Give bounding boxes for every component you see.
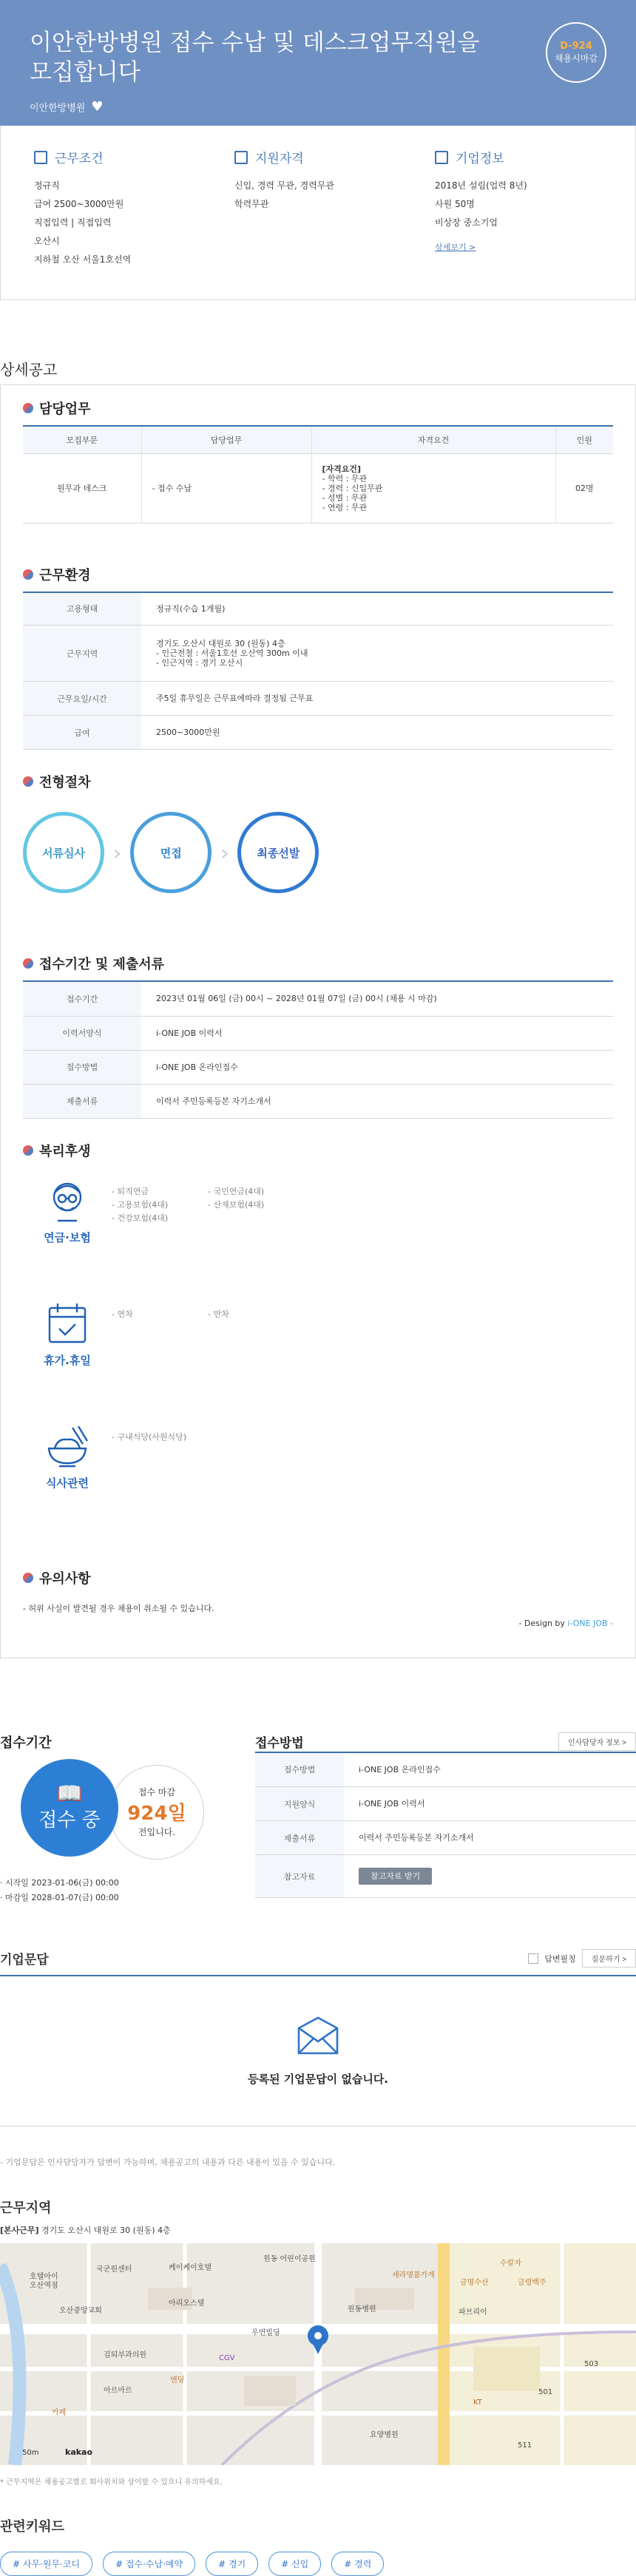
map-label: 호텔아이 — [30, 2272, 58, 2281]
answered-checkbox[interactable] — [528, 1953, 538, 1964]
map-label: 국군원센터 — [96, 2265, 132, 2274]
qual-education: 학력무관 — [234, 199, 269, 209]
dept-cell: 원무과 데스크 — [23, 453, 141, 523]
location-map[interactable] — [0, 2243, 636, 2465]
period-table — [23, 982, 613, 1119]
area-title: 근무지역 — [0, 2200, 52, 2216]
period-heading — [23, 954, 613, 982]
receive-method — [255, 1732, 636, 1917]
receive-status: 접수 중 — [38, 1809, 101, 1831]
welfare-item: - 퇴직연금 — [112, 1186, 149, 1196]
caution-text: - 허위 사실이 발견될 경우 채용이 취소될 수 있습니다. — [23, 1603, 214, 1613]
welfare-label: 식사관련 — [46, 1476, 89, 1490]
env-title: 근무환경 — [39, 567, 91, 583]
company-row — [30, 99, 606, 115]
qna-title: 기업문답 — [0, 1953, 49, 1967]
map-label: CGV — [219, 2353, 235, 2362]
period-key: 접수기간 — [23, 982, 141, 1016]
map-label: 카페 — [52, 2408, 67, 2417]
period-title: 접수기간 및 제출서류 — [39, 957, 165, 972]
caution-heading — [23, 1568, 613, 1595]
qna-empty-text: 등록된 기업문답이 없습니다. — [247, 2072, 389, 2086]
map-label: 원동 어린이공원 — [263, 2254, 316, 2263]
bullet-icon — [23, 403, 33, 413]
qualifications — [234, 148, 435, 299]
env-key: 급여 — [23, 716, 141, 750]
job-title: 이안한방병원 접수 수납 및 데스크업무직원을 모집합니다 — [30, 30, 480, 86]
map-label: 원동병원 — [348, 2305, 376, 2314]
end-date: · 마감일 2028-01-07(금) 00:00 — [0, 1892, 119, 1902]
duty-table — [23, 427, 613, 523]
table-row — [23, 453, 613, 523]
welfare-item: - 반차 — [208, 1309, 229, 1319]
welfare-heading — [23, 1141, 613, 1167]
work-type: 정규직 — [34, 180, 60, 191]
work-location: 오산시 — [34, 236, 60, 246]
person-icon — [234, 151, 248, 164]
req-line: [자격요건] — [322, 464, 362, 474]
job-detail — [0, 384, 636, 1658]
design-credit — [23, 1619, 613, 1628]
env-key: 근무지역 — [23, 626, 141, 682]
welfare-title: 복리후생 — [39, 1143, 91, 1159]
receive-section — [0, 1732, 636, 1917]
work-area-section — [0, 2197, 636, 2487]
area-address — [0, 2224, 636, 2236]
caution-title: 유의사항 — [39, 1570, 91, 1587]
work-subway: 지하철 오산 서울1호선역 — [34, 254, 132, 265]
req-line: - 성별 : 무관 — [322, 492, 368, 503]
period-value: 2023년 01월 06일 (금) 00시 ~ 2028년 01월 07일 (금) 00시 (채용 시 마감) — [141, 982, 613, 1016]
map-label: 501 — [538, 2387, 553, 2396]
remain-circle — [109, 1765, 204, 1860]
map-label: 수칼자 — [500, 2259, 521, 2268]
map-label: 오산역점 — [30, 2281, 58, 2290]
remain-days: 924일 — [127, 1803, 186, 1825]
method-value: i-ONE JOB 이력서 — [344, 1787, 636, 1821]
process-heading — [23, 772, 613, 799]
col-count: 인원 — [555, 427, 613, 453]
period-value: i-ONE JOB 온라인접수 — [141, 1050, 613, 1084]
map-label: KT — [473, 2398, 482, 2407]
work-conditions-title: 근무조건 — [55, 152, 104, 166]
kakao-logo: kakao — [65, 2447, 93, 2457]
method-key: 참고자료 — [255, 1855, 344, 1898]
req-line: - 학력 : 무관 — [322, 473, 368, 484]
step-document: 서류심사 — [23, 812, 104, 893]
step-interview: 면접 — [130, 812, 212, 893]
period-key: 이력서양식 — [23, 1016, 141, 1050]
remain-label: 접수 마감 — [138, 1787, 176, 1797]
map-label: 아르아르 — [104, 2386, 132, 2395]
qna-section — [0, 1948, 636, 2168]
step-final: 최종선발 — [237, 812, 319, 893]
map-note: * 근무지역은 채용공고별로 회사위치와 상이할 수 있으니 유의하세요. — [0, 2478, 223, 2487]
period-key: 접수방법 — [23, 1050, 141, 1084]
remain-suffix: 전입니다. — [138, 1827, 176, 1837]
duty-title: 담당업무 — [39, 401, 91, 417]
req-line: - 연령 : 무관 — [322, 502, 368, 512]
welfare-pension — [23, 1178, 334, 1301]
method-value: i-ONE JOB 온라인접수 — [344, 1753, 636, 1787]
welfare-label: 연금·보험 — [44, 1230, 91, 1244]
book-icon: 📖 — [56, 1781, 83, 1806]
envelope-icon — [294, 2015, 342, 2056]
qual-experience: 신입, 경력 무관, 경력무관 — [234, 180, 334, 191]
start-date: · 시작일 2023-01-06(금) 00:00 — [0, 1877, 119, 1888]
method-value: 이력서 주민등록등본 자기소개서 — [344, 1821, 636, 1855]
bullet-icon — [23, 776, 33, 787]
company-founded: 2018년 설립(업력 8년) — [435, 180, 527, 191]
calendar-check-icon — [43, 1301, 92, 1346]
heart-icon[interactable]: ♥ — [91, 99, 104, 115]
old-man-icon — [43, 1178, 92, 1224]
keyword-tag[interactable]: # 접수·수납·예약 — [103, 2552, 195, 2576]
col-dept: 모집부문 — [23, 427, 141, 453]
env-table — [23, 593, 613, 750]
chevron-right-icon: › — [220, 840, 229, 865]
qualifications-title: 지원자격 — [255, 152, 304, 166]
welfare-label: 휴가.휴일 — [44, 1353, 91, 1367]
dday-count: D-924 — [560, 41, 592, 52]
keywords-section — [0, 2516, 636, 2576]
method-key: 제출서류 — [255, 1821, 344, 1855]
address-label: [본사근무] — [0, 2225, 39, 2235]
rice-bowl-icon — [43, 1423, 92, 1469]
company-info-title: 기업정보 — [456, 152, 504, 166]
env-value: 정규직(수습 1개월) — [141, 593, 613, 626]
bullet-icon — [23, 1573, 33, 1583]
bullet-icon — [23, 569, 33, 580]
method-key: 지원양식 — [255, 1787, 344, 1821]
welfare-item: - 고용보험(4대) — [112, 1199, 169, 1210]
design-brand: i-ONE JOB - — [567, 1618, 613, 1628]
env-value: 주5일 휴무일은 근무표에따라 결정됨 근무표 — [141, 682, 613, 716]
map-label: 503 — [584, 2359, 599, 2368]
map-scale: 50m — [22, 2448, 39, 2457]
design-label: - Design by — [518, 1618, 568, 1628]
map-label: 케이케이호텔 — [169, 2263, 212, 2272]
work-conditions — [34, 148, 234, 299]
welfare-blocks — [23, 1178, 613, 1546]
env-value — [141, 626, 613, 682]
keywords-title: 관련키워드 — [0, 2518, 64, 2535]
bullet-icon — [23, 958, 33, 969]
company-icon — [435, 151, 448, 164]
answered-label: 답변필칭 — [544, 1953, 576, 1964]
address-text: 경기도 오산시 대원로 30 (원동) 4층 — [41, 2225, 171, 2235]
period-value: 이력서 주민등록등본 자기소개서 — [141, 1084, 613, 1118]
company-employees: 사원 50명 — [435, 199, 475, 209]
env-line: - 인근지역 : 경기 오산시 — [156, 658, 243, 668]
env-line: 경기도 오산시 대원로 30 (원동) 4층 — [156, 639, 285, 648]
dday-badge — [546, 22, 606, 83]
keyword-tag[interactable]: # 경기 — [206, 2552, 258, 2576]
map-label: 금령백주 — [518, 2278, 547, 2287]
env-value: 2500~3000만원 — [141, 716, 613, 750]
req-line: - 경력 : 신입무관 — [322, 483, 383, 493]
map-label: 금명수산 — [460, 2278, 489, 2287]
period-key: 제출서류 — [23, 1084, 141, 1118]
map-label: 우연빌딩 — [251, 2328, 280, 2337]
requirement-cell — [311, 453, 555, 523]
building-icon — [34, 151, 47, 164]
company-info — [435, 148, 635, 299]
count-cell: 02명 — [555, 453, 613, 523]
receive-title: 접수기간 — [0, 1735, 52, 1751]
work-input: 직접입력 | 직접입력 — [34, 217, 112, 228]
dday-status: 채용시마감 — [555, 53, 598, 64]
duty-heading — [23, 399, 613, 427]
env-key: 고용형태 — [23, 593, 141, 626]
map-label: 511 — [518, 2441, 532, 2450]
map-label: 파브리이 — [459, 2308, 487, 2316]
company-more-link[interactable]: 상세보기 > — [435, 243, 476, 252]
work-salary: 급여 2500~3000만원 — [34, 199, 124, 209]
receive-period — [0, 1732, 255, 1917]
hr-info-button[interactable]: 인사담당자 정보 > — [558, 1732, 636, 1751]
task-cell: - 접수 수납 — [141, 453, 311, 523]
reference-cell — [344, 1855, 636, 1898]
welfare-item: - 구내식당(사원식당) — [112, 1431, 187, 1442]
job-summary — [0, 126, 636, 300]
qna-note: - 기업문답은 인사담당자가 답변이 가능하며, 채용공고의 내용과 다른 내용이 있을 수 있습니다. — [0, 2157, 336, 2167]
keyword-tag[interactable]: # 사무·원무·코디 — [0, 2552, 92, 2576]
detail-section-title: 상세공고 — [0, 361, 58, 379]
map-label: 오산중앙교회 — [59, 2306, 102, 2315]
env-heading — [23, 565, 613, 593]
company-name[interactable]: 이안한방병원 — [30, 103, 86, 114]
map-label: 요양병원 — [370, 2430, 399, 2439]
col-requirement: 자격요건 — [311, 427, 555, 453]
method-key: 접수방법 — [255, 1753, 344, 1787]
keyword-tags — [0, 2552, 636, 2576]
welfare-holiday — [23, 1301, 334, 1423]
map-label: 아리오스텔 — [169, 2299, 205, 2308]
map-label: 엔딩 — [170, 2376, 185, 2385]
bullet-icon — [23, 1145, 33, 1156]
welfare-item: - 연차 — [112, 1309, 133, 1319]
col-task: 담당업무 — [141, 427, 311, 453]
keyword-tag[interactable]: # 경력 — [331, 2552, 384, 2576]
receive-status-circle — [21, 1759, 118, 1857]
chevron-right-icon: › — [113, 840, 122, 865]
map-label: 김퇴부과의원 — [104, 2350, 146, 2359]
reference-download-button[interactable]: 참고자료 받기 — [359, 1868, 432, 1885]
keyword-tag[interactable]: # 신입 — [268, 2552, 321, 2576]
process-title: 전형절차 — [39, 775, 91, 790]
period-value: i-ONE JOB 이력서 — [141, 1016, 613, 1050]
welfare-item: - 건강보험(4대) — [112, 1213, 169, 1223]
method-table — [255, 1753, 636, 1899]
welfare-item: - 산재보험(4대) — [208, 1199, 265, 1210]
job-header — [0, 0, 636, 126]
env-line: - 인근전철 : 서울1호선 오산역 300m 이내 — [156, 648, 308, 658]
welfare-meal — [23, 1423, 334, 1546]
qna-empty-box — [0, 1975, 636, 2126]
ask-question-button[interactable]: 질문하기 > — [582, 1949, 636, 1967]
env-key: 근무요일/시간 — [23, 682, 141, 716]
process-steps — [23, 812, 613, 893]
company-type: 비상장 중소기업 — [435, 217, 498, 228]
welfare-item: - 국민연금(4대) — [208, 1186, 265, 1196]
method-title: 접수방법 — [255, 1736, 304, 1751]
map-label: 세라명품가게 — [392, 2271, 435, 2280]
